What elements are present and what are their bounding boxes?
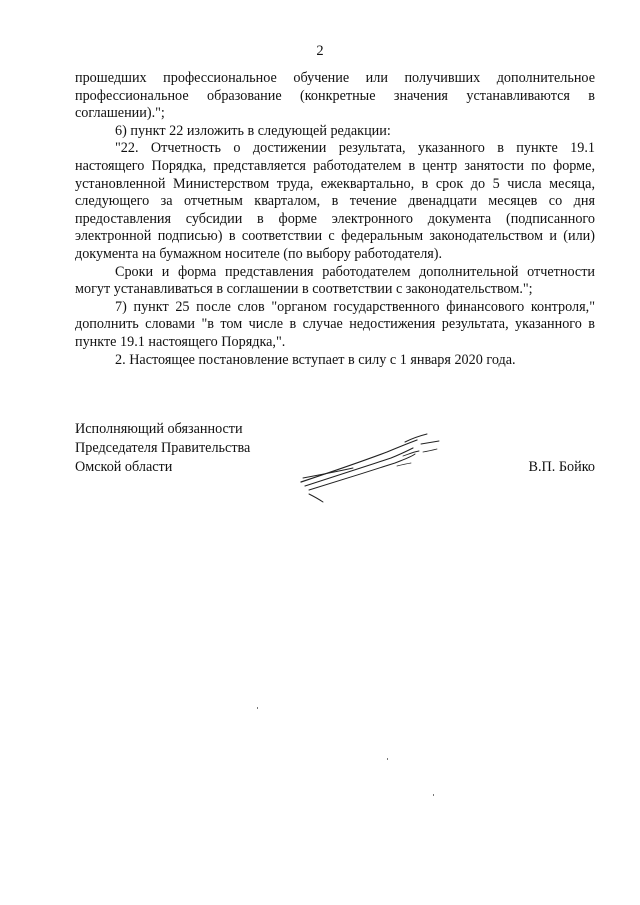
paragraph-item-6: 6) пункт 22 изложить в следующей редакции: [115,122,391,139]
paragraph-reporting-terms: Сроки и форма представления работодателем дополнительной отчетности могут устанавливаться в соглашении в соответствии с законодательством."; [75,263,595,298]
signer-title-line: Председателя Правительства [75,440,251,456]
signer-title-line: Исполняющий обязанности [75,421,243,437]
document-body [75,70,595,369]
paragraph-item-7: 7) пункт 25 после слов "органом государственного финансового контроля," дополнить словами "в том числе в случае недостижения результата, указанного в пункте 19.1 настоящего Порядка,". [75,298,595,350]
scan-speck [433,794,434,796]
scan-speck [257,707,258,709]
paragraph-effective-date: 2. Настоящее постановление вступает в силу с 1 января 2020 года. [115,351,516,368]
paragraph-continuation: прошедших профессиональное обучение или получивших дополнительное профессиональное образование (конкретные значения устанавливаются в соглашении)."; [75,70,595,122]
handwritten-signature-icon [295,430,445,505]
signature-block [75,420,595,510]
page-number: 2 [316,43,324,59]
paragraph-clause-22: "22. Отчетность о достижении результата, указанного в пункте 19.1 настоящего Порядка, представляется работодателем в центр занятости по форме, установленной Министерством труда, ежеквартально, в срок до 5 числа месяца, следующего за отчетным кварталом, в течение двенадцати месяцев со дня предоставления субсидии в форме электронного документа (подписанного электронной подписью) в соответствии с федеральным законодательством и (или) документа на бумажном носителе (по выбору работодателя). [75,140,595,262]
signer-name: В.П. Бойко [528,459,595,475]
scan-speck [387,758,388,760]
signer-title [75,420,250,477]
signer-title-line: Омской области [75,459,173,475]
